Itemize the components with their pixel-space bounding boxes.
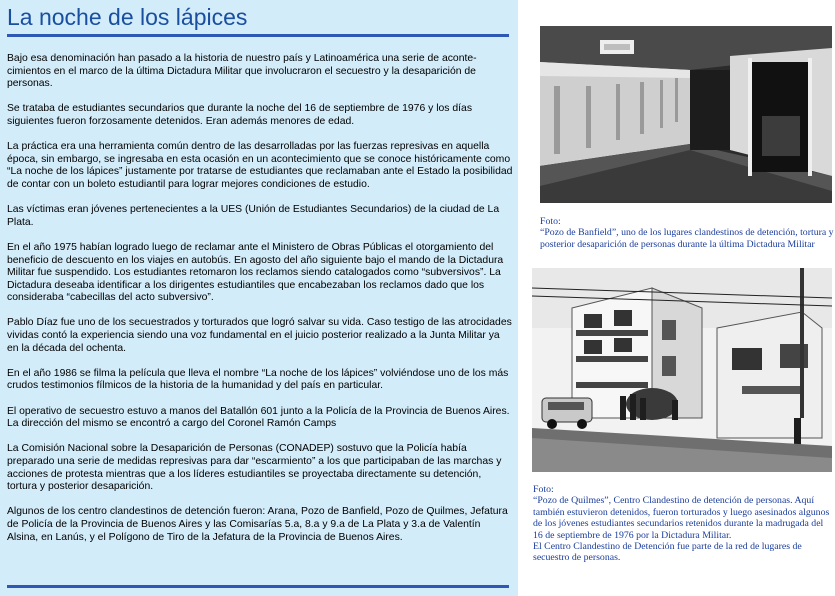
photo-pozo-de-banfield bbox=[540, 26, 832, 203]
paragraph: Las víctimas eran jóvenes pertenecientes a la UES (Unión de Estudiantes Secundarios) de la ciudad de La Plata. bbox=[7, 204, 500, 228]
paragraph: En el año 1986 se filma la película que lleva el nombre “La noche de los lápices” volviéndose uno de los más crudos testimonios fílmicos de la historia de la humanidad y del país en particular. bbox=[7, 367, 509, 392]
caption-pozo-de-banfield bbox=[540, 216, 835, 250]
paragraph: Se trataba de estudiantes secundarios que durante la noche del 16 de septiembre de 1976 y los días siguientes fueron forzosamente detenidos. Eran además menores de edad. bbox=[7, 103, 473, 127]
caption-text: “Pozo de Quilmes”, Centro Clandestino de detención de personas. Aquí también estuvieron detenidos, fueron torturados y luego asesinados algunos de los jóvenes estudiantes secundarios retenidos durante la madrugada del 16 de septiembre de 1976 por la Dictadura Militar. bbox=[533, 495, 830, 541]
caption-label: Foto: bbox=[540, 216, 561, 227]
photo-pozo-de-quilmes bbox=[532, 268, 832, 472]
photo-column bbox=[518, 0, 835, 596]
paragraph: En el año 1975 habían logrado luego de reclamar ante el Ministero de Obras Públicas el otorgamiento del beneficio de descuento en los viajes en autobús. En agosto del año siguiente bajo el mando de la Dictadura Militar fue suspendido. Los estudiantes retomaron los reclamos siendo catalogados como “subversivos”. La Dictadura deseaba identificar a los dirigentes estudiantiles que encabezaban los reclamos dado que los consideraba “cabecillas del acto subversivo”. bbox=[7, 241, 504, 304]
article-body bbox=[7, 53, 513, 557]
corridor-photo-graphic bbox=[540, 26, 832, 203]
paragraph: La Comisión Nacional sobre la Desaparición de Personas (CONADEP) sostuvo que la Policía había preparado una serie de medidas represivas para dar “escarmiento” a los que participaban de las marchas y acciones de protesta mientras que a los líderes estudiantiles se proyectaba directamente su detención, tortura y posterior desaparición. bbox=[7, 443, 502, 493]
page-title: La noche de los lápices bbox=[7, 4, 248, 30]
caption-text-continued: El Centro Clandestino de Detención fue parte de la red de lugares de secuestro de personas. bbox=[533, 541, 802, 564]
caption-text: “Pozo de Banfield”, uno de los lugares clandestinos de detención, tortura y posterior desaparición de personas durante la última Dictadura Militar bbox=[540, 227, 834, 250]
paragraph: El operativo de secuestro estuvo a manos del Batallón 601 junto a la Policía de la Provincia de Buenos Aires. La dirección del mismo se encontró a cargo del Coronel Ramón Camps bbox=[7, 405, 510, 430]
title-divider bbox=[7, 34, 509, 37]
paragraph: Algunos de los centro clandestinos de detención fueron: Arana, Pozo de Banfield, Pozo de Quilmes, Jefatura de Policía de la Provincia de Buenos Aires y las Comisarías 5.a, 8.a y 9.a de La Plata y 3.a de Valentín Alsina, en Lanús, y el Polígono de Tiro de la Jefatura de la Provincia de Buenos Aires. bbox=[7, 506, 508, 543]
paragraph: Bajo esa denominación han pasado a la historia de nuestro país y Latinoamérica una serie de acontecimientos en el marco de la última Dictadura Militar que involucraron el secuestro y la desaparición de personas. bbox=[7, 53, 477, 90]
caption-label: Foto: bbox=[533, 484, 554, 495]
footer-divider bbox=[7, 585, 509, 588]
building-photo-graphic bbox=[532, 268, 832, 472]
caption-pozo-de-quilmes bbox=[533, 484, 835, 564]
paragraph: Pablo Díaz fue uno de los secuestrados y torturados que logró salvar su vida. Caso testigo de las atrocidades vividas contó la experiencia siendo una voz fundamental en el juicio posterior realizado a la Junta Militar ya en la década del ochenta. bbox=[7, 317, 512, 354]
paragraph: La práctica era una herramienta común dentro de las desarrolladas por las fuerzas represivas en aquella época, sin embargo, se ingresaba en esta ocasión en un acontecimiento que se conoce históricamente como “La noche de los lápices” justamente por tratarse de estudiantes que reclamaban ante el Estado la posibilidad de contar con un boleto estudiantil para lograr mejores condiciones de estudio. bbox=[7, 141, 513, 190]
